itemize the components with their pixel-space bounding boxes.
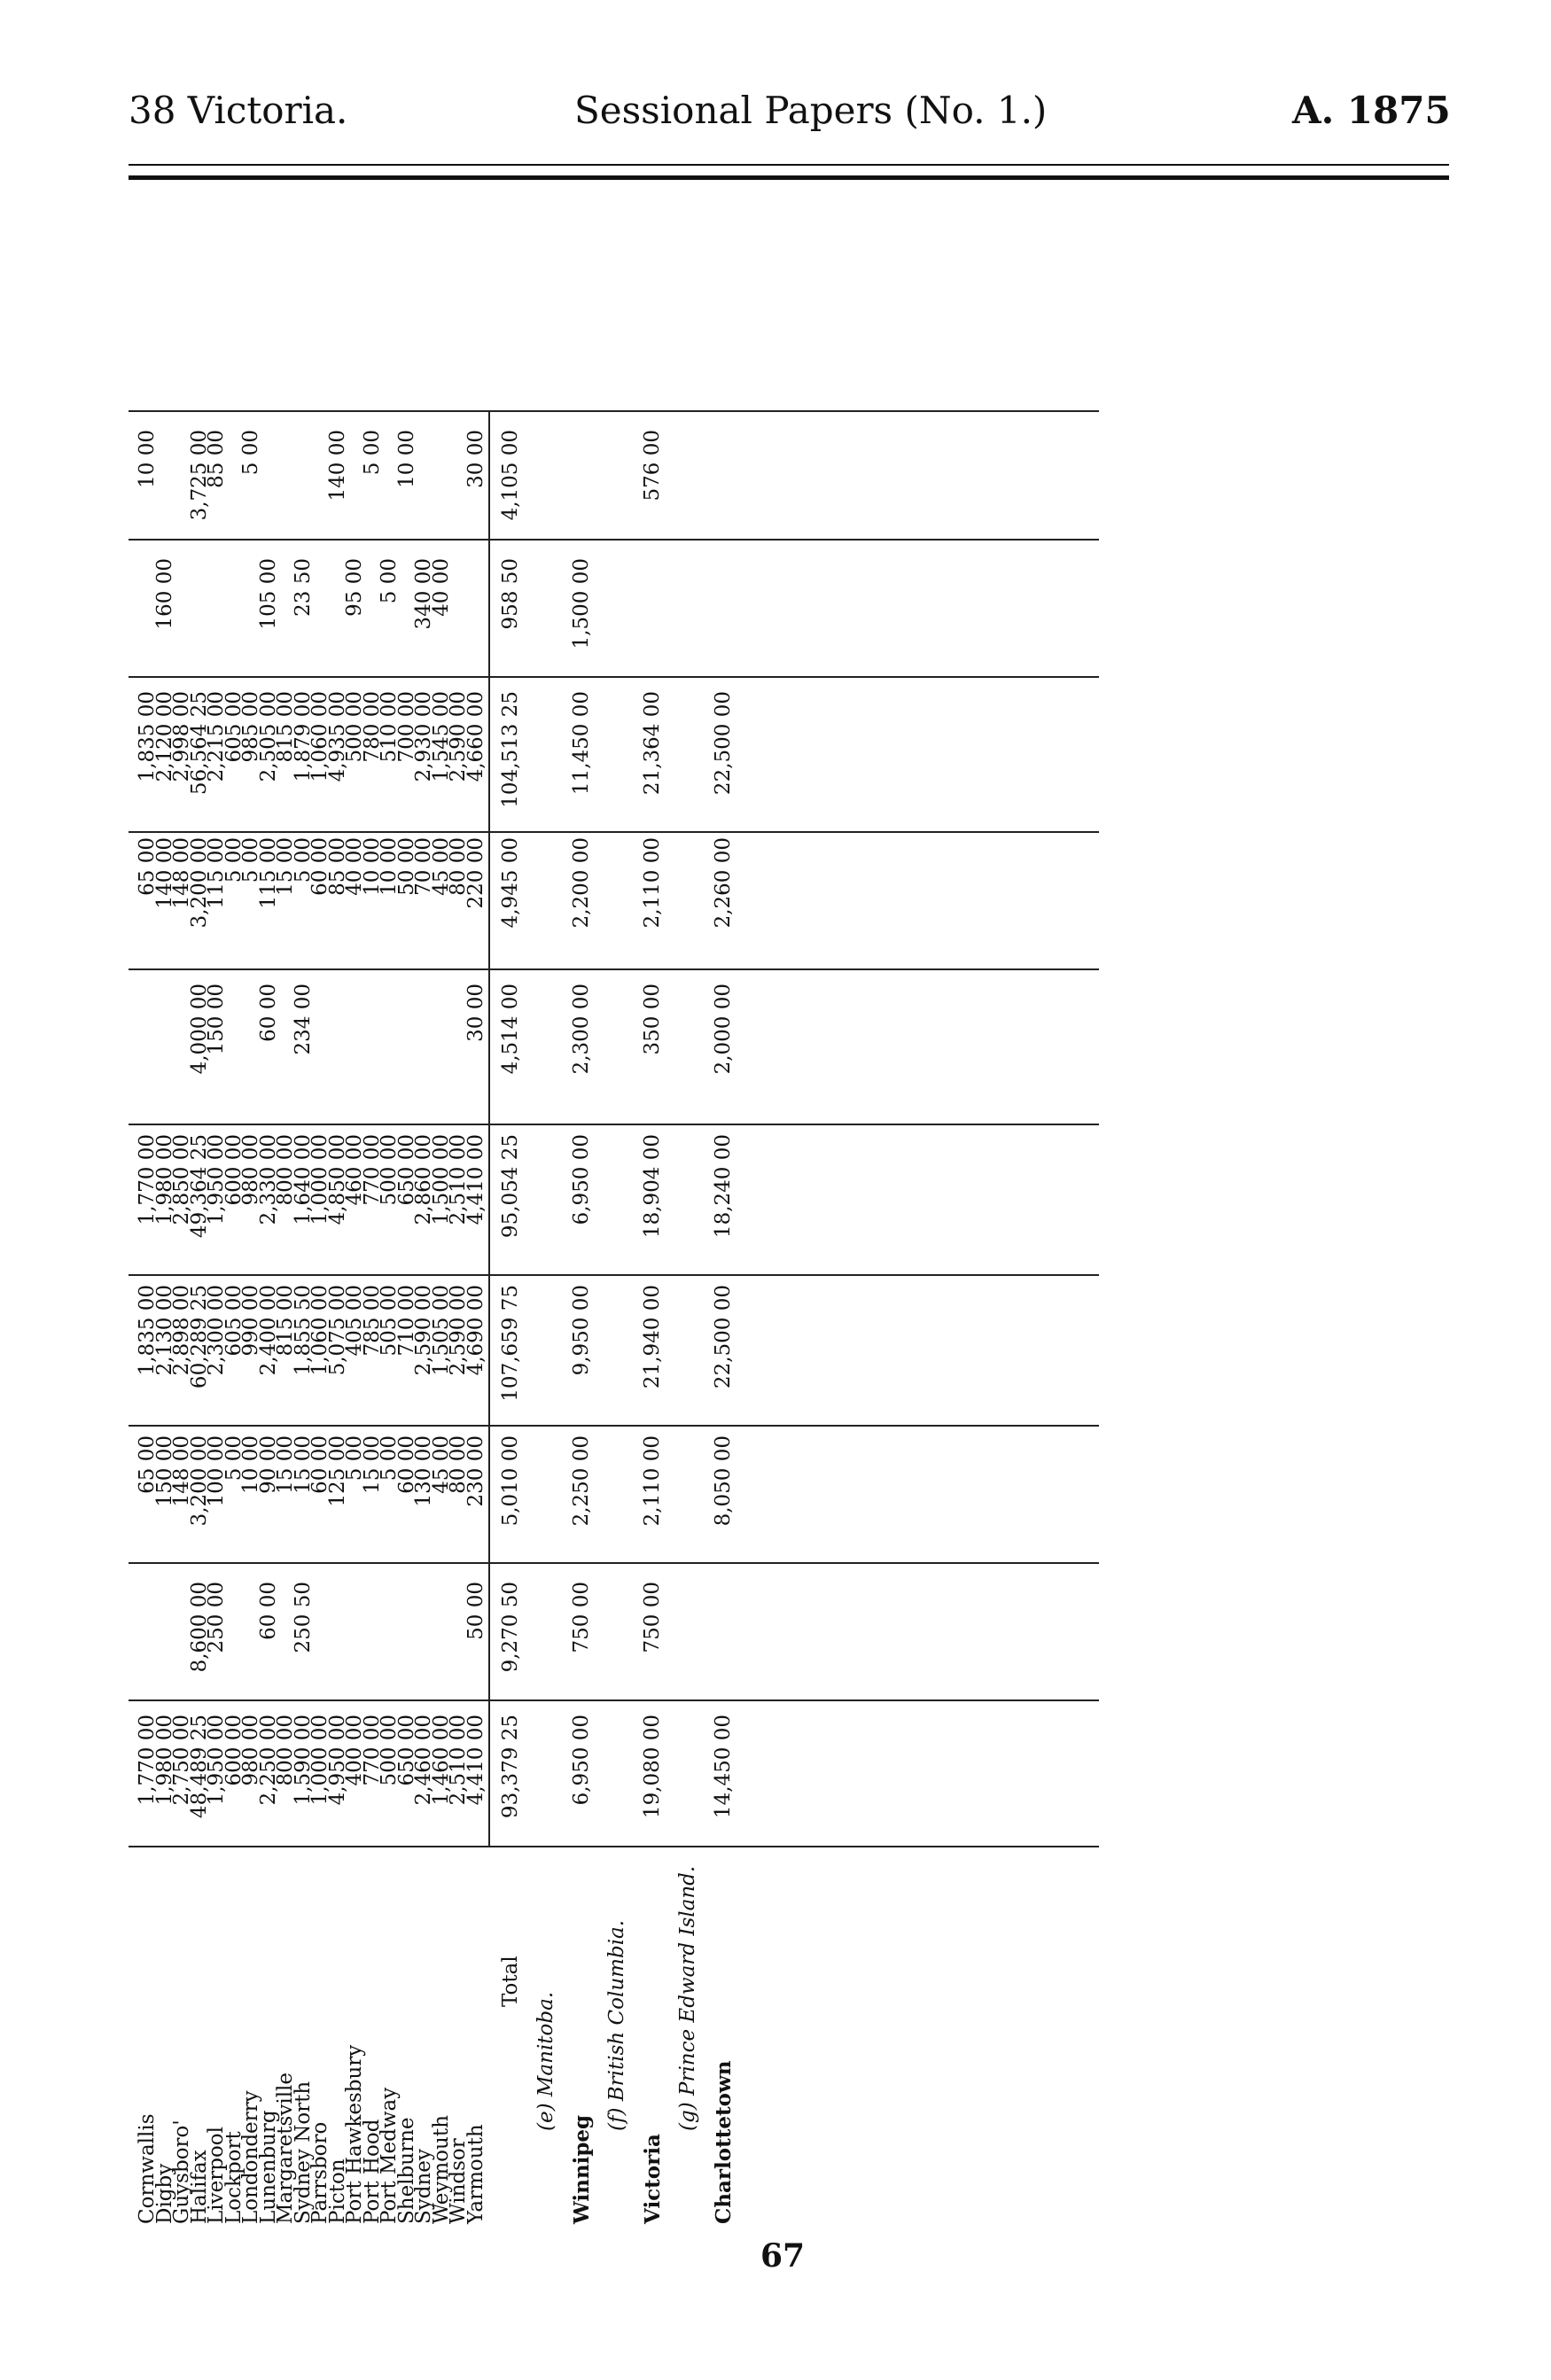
table-cell: 40 00 — [429, 558, 453, 617]
table-cell: 990 00 — [239, 1285, 262, 1357]
section-cell: 18,904 00 — [641, 1134, 664, 1239]
table-cell: 65 00 — [136, 837, 159, 896]
table-cell: 2,300 00 — [205, 1285, 228, 1376]
section-row-label: Charlottetown — [712, 2060, 736, 2224]
table-cell: 460 00 — [343, 1134, 366, 1206]
table-cell: 4,000 00 — [187, 984, 211, 1075]
table-cell: 650 00 — [394, 1134, 418, 1206]
table-cell: 1,835 00 — [136, 1285, 159, 1376]
table-cell: 5 00 — [378, 1435, 401, 1482]
section-cell: 22,500 00 — [712, 1285, 735, 1389]
row-label: Margaretsville — [274, 2072, 297, 2224]
table-cell: 600 00 — [222, 1134, 246, 1206]
section-cell: 6,950 00 — [570, 1134, 593, 1225]
section-cell: 2,300 00 — [570, 984, 593, 1075]
table-cell: 2,898 00 — [170, 1285, 193, 1376]
table-cell: 2,860 00 — [412, 1134, 435, 1225]
table-cell: 2,250 00 — [256, 1715, 280, 1806]
table-cell: 10 00 — [394, 430, 418, 488]
section-heading: (g) Prince Edward Island. — [676, 1865, 699, 2131]
table-cell: 770 00 — [360, 1715, 384, 1786]
table-cell: 10 00 — [378, 837, 401, 896]
table-cell: 56,564 25 — [187, 691, 211, 796]
section-cell: 1,500 00 — [570, 558, 593, 649]
table-cell: 985 00 — [239, 691, 262, 763]
row-label: Halifax — [187, 2150, 211, 2224]
table-cell: 1,060 00 — [308, 1285, 331, 1376]
table-cell: 1,855 50 — [291, 1285, 315, 1376]
table-cell: 48,489 25 — [187, 1715, 211, 1819]
table-cell: 815 00 — [274, 1285, 297, 1357]
table-cell: 785 00 — [360, 1285, 384, 1357]
table-cell: 800 00 — [274, 1715, 297, 1786]
table-cell: 45 00 — [429, 1435, 453, 1494]
table-cell: 65 00 — [136, 1435, 159, 1494]
column-rule — [129, 1425, 1099, 1427]
section-cell: 2,000 00 — [712, 984, 735, 1075]
table-cell: 10 00 — [239, 1435, 262, 1494]
table-cell: 2,998 00 — [170, 691, 193, 782]
section-cell: 9,950 00 — [570, 1285, 593, 1376]
table-cell: 2,510 00 — [447, 1134, 470, 1225]
table-cell: 15 00 — [274, 837, 297, 896]
row-label: Guysboro' — [170, 2119, 193, 2224]
row-label: Cornwallis — [136, 2113, 159, 2224]
total-cell: 104,513 25 — [499, 691, 522, 808]
section-cell: 19,080 00 — [641, 1715, 664, 1819]
table-cell: 50 00 — [464, 1582, 487, 1640]
table-cell: 80 00 — [447, 837, 470, 896]
table-cell: 60 00 — [256, 984, 280, 1042]
table-cell: 5 00 — [378, 558, 401, 604]
table-cell: 2,120 00 — [152, 691, 176, 782]
table-cell: 5,075 00 — [325, 1285, 349, 1376]
table-cell: 2,590 00 — [412, 1285, 435, 1376]
page-number: 67 — [760, 2237, 806, 2275]
section-cell: 350 00 — [641, 984, 664, 1055]
table-cell: 5 00 — [343, 1435, 366, 1482]
header-volume: 38 Victoria. — [129, 89, 348, 132]
table-cell: 3,200 00 — [187, 1435, 211, 1527]
table-cell: 800 00 — [274, 1134, 297, 1206]
section-cell: 2,260 00 — [712, 837, 735, 929]
table-cell: 710 00 — [394, 1285, 418, 1357]
table-cell: 1,460 00 — [429, 1715, 453, 1806]
table-cell: 405 00 — [343, 1285, 366, 1357]
table-cell: 5 00 — [222, 837, 246, 883]
table-cell: 5 00 — [222, 1435, 246, 1482]
row-label: Sydney North — [291, 2081, 315, 2224]
table-cell: 1,950 00 — [205, 1715, 228, 1806]
table-cell: 5 00 — [360, 430, 384, 476]
table-cell: 1,640 00 — [291, 1134, 315, 1225]
table-cell: 3,725 00 — [187, 430, 211, 521]
table-cell: 1,770 00 — [136, 1715, 159, 1806]
table-cell: 60 00 — [256, 1582, 280, 1640]
section-row-label: Victoria — [641, 2134, 665, 2224]
total-label: Total — [499, 1956, 522, 2007]
column-rule — [129, 539, 1099, 541]
table-cell: 150 00 — [152, 1435, 176, 1507]
table-cell: 100 00 — [205, 1435, 228, 1507]
row-label: Port Hawkesbury — [343, 2044, 366, 2224]
section-heading: (f) British Columbia. — [605, 1919, 628, 2131]
table-cell: 60 00 — [308, 837, 331, 896]
table-cell: 770 00 — [360, 1134, 384, 1206]
section-cell: 21,940 00 — [641, 1285, 664, 1389]
table-cell: 4,410 00 — [464, 1715, 487, 1806]
section-cell: 576 00 — [641, 430, 664, 502]
table-cell: 2,590 00 — [447, 691, 470, 782]
section-row-label: Winnipeg — [570, 2114, 594, 2224]
table-cell: 340 00 — [412, 558, 435, 630]
section-cell: 14,450 00 — [712, 1715, 735, 1819]
table-cell: 1,505 00 — [429, 1285, 453, 1376]
table-cell: 15 00 — [291, 1435, 315, 1494]
table-cell: 1,000 00 — [308, 1715, 331, 1806]
table-cell: 2,215 00 — [205, 691, 228, 782]
table-cell: 4,660 00 — [464, 691, 487, 782]
table-cell: 2,330 00 — [256, 1134, 280, 1225]
table-cell: 130 00 — [412, 1435, 435, 1507]
table-cell: 2,400 00 — [256, 1285, 280, 1376]
table-cell: 1,500 00 — [429, 1134, 453, 1225]
total-cell: 9,270 50 — [499, 1582, 522, 1673]
table-cell: 4,410 00 — [464, 1134, 487, 1225]
table-cell: 50 00 — [394, 837, 418, 896]
section-cell: 18,240 00 — [712, 1134, 735, 1239]
total-rule — [488, 412, 490, 1847]
table-cell: 10 00 — [136, 430, 159, 488]
row-label: Digby — [152, 2163, 176, 2224]
table-cell: 60 00 — [308, 1435, 331, 1494]
row-label: Sydney — [412, 2149, 435, 2224]
row-label: Lockport — [222, 2131, 246, 2224]
table-cell: 5 00 — [291, 837, 315, 883]
table-cell: 2,130 00 — [152, 1285, 176, 1376]
table-cell: 85 00 — [325, 837, 349, 896]
table-cell: 1,590 00 — [291, 1715, 315, 1806]
table-cell: 605 00 — [222, 1285, 246, 1357]
table-cell: 1,980 00 — [152, 1134, 176, 1225]
table-cell: 95 00 — [343, 558, 366, 617]
column-rule — [129, 831, 1099, 833]
table-cell: 148 00 — [170, 1435, 193, 1507]
table-cell: 60,289 25 — [187, 1285, 211, 1389]
table-cell: 70 00 — [412, 837, 435, 896]
section-cell: 6,950 00 — [570, 1715, 593, 1806]
total-cell: 5,010 00 — [499, 1435, 522, 1527]
table-cell: 500 00 — [343, 691, 366, 763]
table-cell: 30 00 — [464, 430, 487, 488]
table-cell: 500 00 — [378, 1715, 401, 1786]
row-label: Picton — [325, 2158, 349, 2224]
table-cell: 1,060 00 — [308, 691, 331, 782]
total-cell: 4,514 00 — [499, 984, 522, 1075]
page-header — [0, 0, 1551, 177]
table-cell: 1,835 00 — [136, 691, 159, 782]
row-label: Yarmouth — [464, 2124, 487, 2224]
total-cell: 958 50 — [499, 558, 522, 630]
table-cell: 500 00 — [378, 1134, 401, 1206]
table-cell: 8,600 00 — [187, 1582, 211, 1673]
table-cell: 234 00 — [291, 984, 315, 1055]
table-cell: 980 00 — [239, 1715, 262, 1786]
table-cell: 1,980 00 — [152, 1715, 176, 1806]
total-cell: 95,054 25 — [499, 1134, 522, 1239]
table-cell: 148 00 — [170, 837, 193, 909]
column-rule — [129, 1274, 1099, 1276]
total-cell: 107,659 75 — [499, 1285, 522, 1402]
table-cell: 250 50 — [291, 1582, 315, 1653]
table-cell: 40 00 — [343, 837, 366, 896]
row-label: Port Hood — [360, 2119, 384, 2224]
row-label: Shelburne — [394, 2117, 418, 2224]
total-cell: 4,945 00 — [499, 837, 522, 929]
section-cell: 8,050 00 — [712, 1435, 735, 1527]
table-cell: 2,590 00 — [447, 1285, 470, 1376]
table-cell: 4,850 00 — [325, 1134, 349, 1225]
section-cell: 2,250 00 — [570, 1435, 593, 1527]
row-label: Parrsboro — [308, 2121, 331, 2224]
table-cell: 700 00 — [394, 691, 418, 763]
header-rule — [129, 164, 1449, 166]
section-cell: 750 00 — [570, 1582, 593, 1653]
column-rule — [129, 1124, 1099, 1125]
table-cell: 2,750 00 — [170, 1715, 193, 1806]
column-rule — [129, 410, 1099, 412]
table-cell: 230 00 — [464, 1435, 487, 1507]
table-cell: 600 00 — [222, 1715, 246, 1786]
table-cell: 160 00 — [152, 558, 176, 630]
table-cell: 400 00 — [343, 1715, 366, 1786]
section-cell: 2,110 00 — [641, 1435, 664, 1527]
table-cell: 140 00 — [152, 837, 176, 909]
section-cell: 22,500 00 — [712, 691, 735, 796]
table-cell: 1,000 00 — [308, 1134, 331, 1225]
row-label: Windsor — [447, 2138, 470, 2224]
table-cell: 15 00 — [274, 1435, 297, 1494]
table-cell: 115 00 — [205, 837, 228, 909]
table-cell: 650 00 — [394, 1715, 418, 1786]
rotated-table — [129, 182, 1099, 2237]
table-cell: 815 00 — [274, 691, 297, 763]
table-cell: 2,460 00 — [412, 1715, 435, 1806]
table-cell: 505 00 — [378, 1285, 401, 1357]
header-rule-thick — [129, 175, 1449, 180]
header-title: Sessional Papers (No. 1.) — [574, 89, 1048, 132]
table-cell: 150 00 — [205, 984, 228, 1055]
section-heading: (e) Manitoba. — [534, 1991, 557, 2131]
section-cell: 11,450 00 — [570, 691, 593, 796]
table-cell: 45 00 — [429, 837, 453, 896]
table-cell: 250 00 — [205, 1582, 228, 1653]
table-cell: 60 00 — [394, 1435, 418, 1494]
table-cell: 4,690 00 — [464, 1285, 487, 1376]
section-cell: 2,110 00 — [641, 837, 664, 929]
table-cell: 220 00 — [464, 837, 487, 909]
table-cell: 780 00 — [360, 691, 384, 763]
row-label: Lunenburg — [256, 2110, 280, 2224]
table-cell: 10 00 — [360, 837, 384, 896]
table-cell: 1,879 00 — [291, 691, 315, 782]
table-cell: 1,545 00 — [429, 691, 453, 782]
table-cell: 1,950 00 — [205, 1134, 228, 1225]
table-cell: 980 00 — [239, 1134, 262, 1206]
header-year: A. 1875 — [1292, 89, 1451, 132]
table-cell: 80 00 — [447, 1435, 470, 1494]
table-cell: 2,510 00 — [447, 1715, 470, 1806]
table-cell: 125 00 — [325, 1435, 349, 1507]
table-cell: 105 00 — [256, 558, 280, 630]
table-cell: 115 00 — [256, 837, 280, 909]
table-cell: 85 00 — [205, 430, 228, 488]
table-cell: 140 00 — [325, 430, 349, 502]
table-cell: 4,935 00 — [325, 691, 349, 782]
table-cell: 2,505 00 — [256, 691, 280, 782]
table-cell: 15 00 — [360, 1435, 384, 1494]
section-cell: 750 00 — [641, 1582, 664, 1653]
table-cell: 510 00 — [378, 691, 401, 763]
table-cell: 2,930 00 — [412, 691, 435, 782]
table-cell: 4,950 00 — [325, 1715, 349, 1806]
table-cell: 605 00 — [222, 691, 246, 763]
total-cell: 93,379 25 — [499, 1715, 522, 1819]
section-cell: 21,364 00 — [641, 691, 664, 796]
table-cell: 49,364 25 — [187, 1134, 211, 1239]
table-cell: 30 00 — [464, 984, 487, 1042]
row-label: Liverpool — [205, 2126, 228, 2224]
row-label: Port Medway — [378, 2087, 401, 2224]
table-cell: 5 00 — [239, 430, 262, 476]
table-cell: 5 00 — [239, 837, 262, 883]
section-cell: 2,200 00 — [570, 837, 593, 929]
table-cell: 90 00 — [256, 1435, 280, 1494]
table-cell: 2,850 00 — [170, 1134, 193, 1225]
row-label: Londonderry — [239, 2090, 262, 2224]
total-cell: 4,105 00 — [499, 430, 522, 521]
table-cell: 23 50 — [291, 558, 315, 617]
table-cell: 3,200 00 — [187, 837, 211, 929]
table-cell: 1,770 00 — [136, 1134, 159, 1225]
row-label: Weymouth — [429, 2115, 453, 2224]
